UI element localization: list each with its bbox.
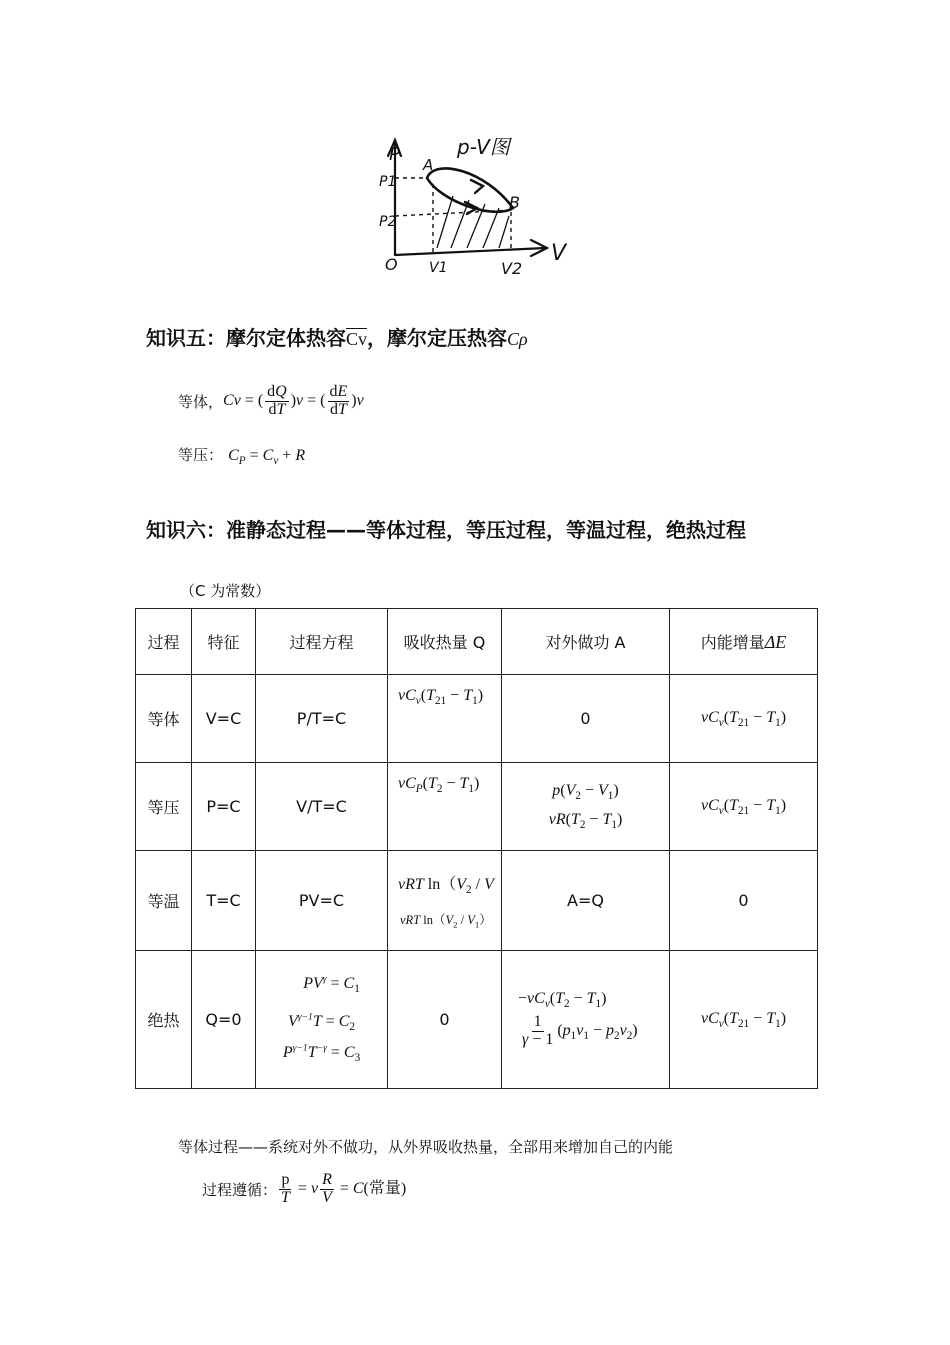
process-law (202, 1172, 406, 1207)
v-axis (395, 248, 545, 255)
row-energy (670, 675, 818, 763)
v-axis-label: V (551, 241, 567, 266)
header-equation: 过程方程 (256, 609, 388, 675)
row-feature: Q=0 (192, 951, 256, 1089)
process-law-tail: (常量) (363, 1179, 407, 1197)
point-b-label: B (509, 193, 520, 212)
process-law-equation: $\frac{p}{T}$ = ν $\frac{R}{V}$ = C(常量) (281, 1171, 407, 1206)
row-work (502, 951, 670, 1089)
v1-label: V1 (429, 260, 448, 276)
hatch-line (437, 196, 453, 248)
header-work: 对外做功 A (502, 609, 670, 675)
p2-label: P2 (379, 214, 397, 230)
row-feature: P=C (192, 763, 256, 851)
row-process: 等温 (136, 851, 192, 951)
header-energy (670, 609, 818, 675)
header-energy-label: 内能增量 (700, 633, 765, 652)
row-energy (670, 763, 818, 851)
cv-formula (178, 384, 364, 419)
row-feature: T=C (192, 851, 256, 951)
energy-adiabatic: $\nu C_\nu(T_{21} - T_1)$ (700, 1010, 787, 1031)
heat-isochoric: $\nu C_\nu(T_{21} - T_1)$ (398, 687, 484, 708)
section6-heading: 知识六：准静态过程——等体过程，等压过程，等温过程，绝热过程 (146, 518, 746, 542)
diagram-title: p-V图 (457, 135, 510, 159)
work-adiabatic: $-\nu C_\nu(T_2 - T_1)$ $\frac{1}{\gamma - 1}$ $(p_1v_1 - p_2v_2)$ (518, 990, 638, 1049)
cp-symbol: Cρ (507, 329, 528, 349)
row-process: 绝热 (136, 951, 192, 1089)
row-heat (388, 851, 502, 951)
iso-vol-label: 等体， (178, 392, 224, 411)
table-row (136, 951, 818, 1089)
cp-equation: $C_P = C_\nu + R$ (228, 447, 306, 468)
table-header-row (136, 609, 818, 675)
row-equation: V/T=C (256, 763, 388, 851)
cv-equation: Cν = ( $\frac{dQ}{dT}$ )ν = ( $\frac{dE}{dT}$ )ν (223, 383, 364, 418)
table-row (136, 675, 818, 763)
adiabatic-equations: $PV^\gamma = C_1$ $V^{\gamma-1}T = C_2$ $P^{\gamma-1}T^{-\gamma} = C_3$ (282, 973, 361, 1065)
row-work: 0 (502, 675, 670, 763)
v2-label: V2 (501, 259, 523, 278)
row-process: 等压 (136, 763, 192, 851)
hatch-line (483, 208, 499, 248)
hatch-line (499, 216, 509, 248)
process-table (135, 608, 818, 1089)
constant-note: （C 为常数） (180, 582, 271, 600)
iso-pres-label: 等压： (178, 446, 224, 464)
row-equation (256, 951, 388, 1089)
hatch-line (467, 204, 485, 248)
row-energy (670, 951, 818, 1089)
cp-formula (178, 444, 305, 467)
energy-isochoric: $\nu C_\nu(T_{21} - T_1)$ (700, 709, 787, 730)
section5-heading-mid: ，摩尔定压热容 (367, 326, 508, 350)
table-row (136, 763, 818, 851)
section5-heading-prefix: 知识五：摩尔定体热容 (146, 326, 346, 350)
p1-label: P1 (379, 174, 397, 190)
table-row (136, 851, 818, 951)
row-equation: P/T=C (256, 675, 388, 763)
p-axis-label: P (389, 144, 400, 165)
row-process: 等体 (136, 675, 192, 763)
header-process: 过程 (136, 609, 192, 675)
pv-diagram (375, 130, 580, 288)
row-work (502, 763, 670, 851)
cv-symbol: $\overline{Cv}$ (346, 329, 368, 349)
header-feature: 特征 (192, 609, 256, 675)
row-heat (388, 763, 502, 851)
process-law-label: 过程遵循： (202, 1180, 278, 1199)
point-a-label: A (423, 156, 434, 174)
row-heat (388, 675, 502, 763)
origin-label: O (385, 255, 398, 274)
row-heat: 0 (388, 951, 502, 1089)
heat-isothermal-small: νRT $\ln(V_2 / V_1)$ (400, 913, 492, 930)
row-feature: V=C (192, 675, 256, 763)
header-heat: 吸收热量 Q (388, 609, 502, 675)
row-equation: PV=C (256, 851, 388, 951)
row-energy: 0 (670, 851, 818, 951)
work-isobaric: $p(V_2 - V_1)$ $\nu R(T_2 - T_1)$ (548, 782, 623, 831)
isochoric-description: 等体过程——系统对外不做功，从外界吸收热量，全部用来增加自己的内能 (178, 1138, 674, 1156)
heat-isothermal: νRT $\ln(V_2$ / V (398, 876, 494, 897)
delta-e-symbol: ΔE (764, 632, 787, 652)
heat-isobaric: $\nu C_P(T_2 - T_1)$ (398, 775, 480, 796)
row-work: A=Q (502, 851, 670, 951)
hatch-line (451, 200, 469, 248)
energy-isobaric: $\nu C_\nu(T_{21} - T_1)$ (700, 797, 787, 818)
section5-heading (146, 322, 528, 351)
loop-arrow-top (471, 180, 483, 193)
